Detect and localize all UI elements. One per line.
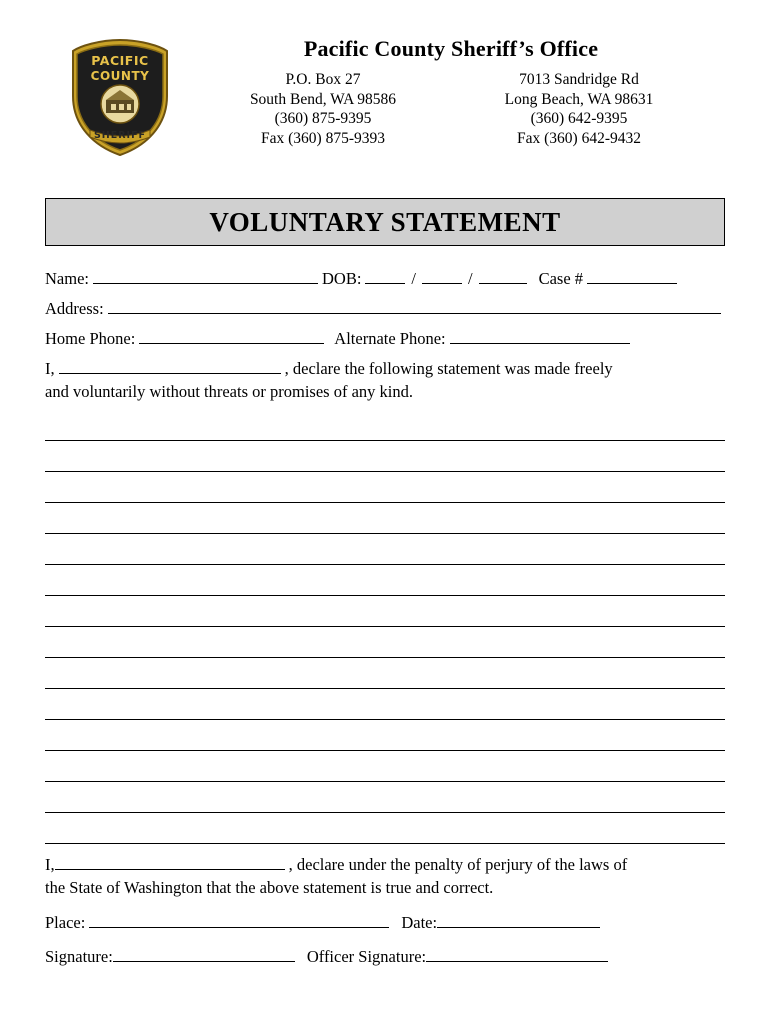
place-label: Place: — [45, 913, 86, 932]
alternate-phone-label: Alternate Phone: — [334, 329, 446, 348]
address-input[interactable] — [108, 298, 721, 314]
date-input[interactable] — [437, 912, 600, 928]
statement-line[interactable] — [45, 565, 725, 596]
statement-line[interactable] — [45, 472, 725, 503]
perjury-line-2: the State of Washington that the above statement is true and correct. — [45, 878, 494, 897]
perjury-row — [45, 854, 725, 875]
name-label: Name: — [45, 269, 89, 288]
statement-line[interactable] — [45, 720, 725, 751]
declarant-name-input[interactable] — [59, 358, 281, 374]
officer-signature-label: Officer Signature: — [306, 947, 427, 966]
dob-slash-1: / — [411, 269, 416, 288]
statement-line[interactable] — [45, 751, 725, 782]
svg-text:PACIFIC: PACIFIC — [91, 53, 149, 68]
date-label: Date: — [401, 913, 438, 932]
document-header — [45, 0, 725, 176]
organization-title: Pacific County Sheriff’s Office — [303, 36, 599, 61]
address-left-line-1: P.O. Box 27 — [285, 71, 361, 88]
form-title: VOLUNTARY STATEMENT — [209, 206, 561, 237]
home-phone-label: Home Phone: — [45, 329, 136, 348]
statement-line[interactable] — [45, 534, 725, 565]
address-right-line-4: Fax (360) 642-9432 — [517, 129, 641, 147]
declaration-row — [45, 358, 725, 379]
name-input[interactable] — [93, 268, 318, 284]
address-columns — [195, 70, 707, 148]
signatures-row — [45, 946, 725, 967]
form-fields — [45, 268, 725, 967]
signature-input[interactable] — [113, 946, 295, 962]
perjury-declaration — [45, 854, 725, 898]
address-right-line-1: 7013 Sandridge Rd — [519, 71, 639, 88]
agency-badge — [45, 36, 195, 158]
statement-line[interactable] — [45, 782, 725, 813]
address-right-line-3: (360) 642-9395 — [530, 110, 628, 127]
statement-line[interactable] — [45, 414, 725, 441]
signature-block — [45, 912, 725, 967]
statement-line[interactable] — [45, 658, 725, 689]
home-phone-input[interactable] — [139, 328, 324, 344]
declaration-prefix: I, — [45, 359, 55, 378]
perjury-prefix: I, — [45, 855, 55, 874]
alternate-phone-input[interactable] — [450, 328, 630, 344]
address-right-column — [451, 70, 707, 148]
place-date-row — [45, 912, 725, 933]
form-title-bar — [45, 198, 725, 246]
place-input[interactable] — [89, 912, 389, 928]
dob-month-input[interactable] — [365, 268, 405, 284]
statement-line[interactable] — [45, 627, 725, 658]
address-label: Address: — [45, 299, 104, 318]
statement-lines — [45, 414, 725, 844]
statement-line[interactable] — [45, 503, 725, 534]
address-right-line-2: Long Beach, WA 98631 — [504, 90, 654, 108]
name-dob-case-row — [45, 268, 725, 289]
perjury-name-input[interactable] — [55, 854, 285, 870]
case-label: Case # — [538, 269, 584, 288]
dob-slash-2: / — [468, 269, 473, 288]
statement-line[interactable] — [45, 813, 725, 844]
case-number-input[interactable] — [587, 268, 677, 284]
svg-text:SHERIFF: SHERIFF — [93, 130, 147, 141]
agency-header-text — [195, 36, 725, 148]
statement-line[interactable] — [45, 596, 725, 627]
dob-day-input[interactable] — [422, 268, 462, 284]
dob-label: DOB: — [321, 269, 362, 288]
signature-label: Signature: — [45, 947, 113, 966]
address-left-line-4: Fax (360) 875-9393 — [261, 129, 385, 147]
svg-text:COUNTY: COUNTY — [90, 69, 150, 83]
dob-year-input[interactable] — [479, 268, 527, 284]
address-left-line-3: (360) 875-9395 — [274, 110, 372, 127]
address-left-column — [195, 70, 451, 148]
statement-line[interactable] — [45, 441, 725, 472]
sheriff-badge-icon — [68, 38, 172, 158]
statement-line[interactable] — [45, 689, 725, 720]
perjury-suffix: , declare under the penalty of perjury of the laws of — [288, 855, 628, 874]
officer-signature-input[interactable] — [426, 946, 608, 962]
address-left-line-2: South Bend, WA 98586 — [249, 90, 397, 108]
address-row — [45, 298, 725, 319]
declaration-line-2: and voluntarily without threats or promises of any kind. — [45, 382, 413, 401]
declaration-suffix: , declare the following statement was made freely — [284, 359, 613, 378]
phones-row — [45, 328, 725, 349]
